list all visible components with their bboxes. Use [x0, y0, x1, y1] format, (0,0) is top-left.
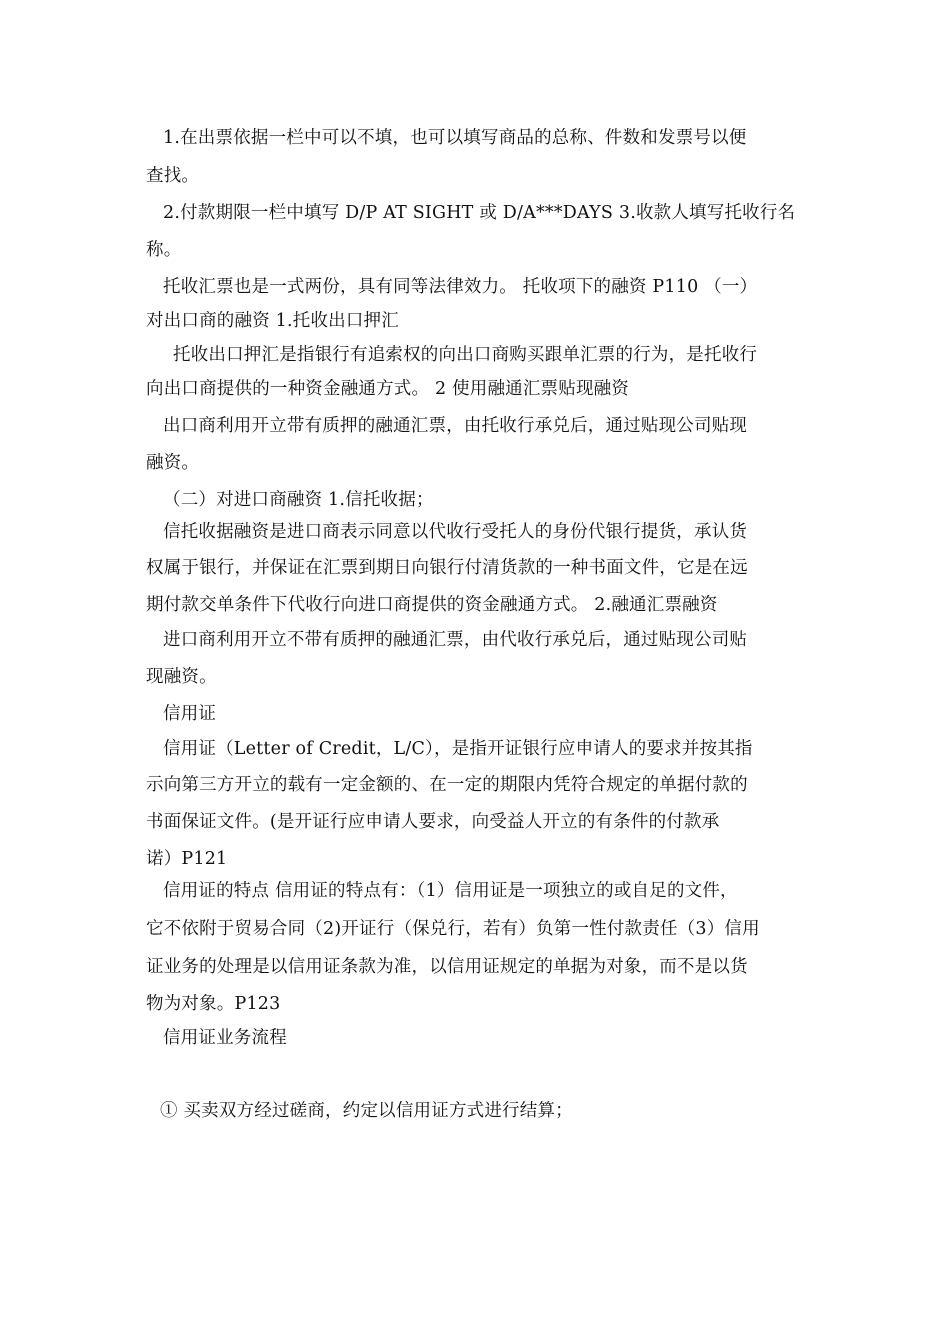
- text-line: 1.在出票依据一栏中可以不填，也可以填写商品的总称、件数和发票号以便: [163, 128, 747, 148]
- text-line: 出口商利用开立带有质押的融通汇票，由托收行承兑后，通过贴现公司贴现: [163, 416, 748, 436]
- text-line: ① 买卖双方经过磋商，约定以信用证方式进行结算；: [160, 1101, 573, 1121]
- text-line: 托收出口押汇是指银行有追索权的向出口商购买跟单汇票的行为，是托收行: [173, 345, 758, 365]
- text-line: 对出口商的融资 1.托收出口押汇: [146, 311, 399, 331]
- text-line: 信用证: [163, 704, 217, 724]
- text-line: 信托收据融资是进口商表示同意以代收行受托人的身份代银行提货，承认货: [163, 522, 748, 542]
- text-line: 查找。: [146, 166, 200, 186]
- text-line: （二）对进口商融资 1.信托收据；: [163, 490, 434, 510]
- text-line: 信用证业务流程: [163, 1028, 287, 1048]
- text-line: 2.付款期限一栏中填写 D/P AT SIGHT 或 D/A***DAYS 3.收款人填写托收行名: [163, 203, 796, 223]
- text-line: 向出口商提供的一种资金融通方式。 2 使用融通汇票贴现融资: [146, 379, 630, 399]
- text-line: 物为对象。P123: [146, 994, 281, 1014]
- text-line: 权属于银行，并保证在汇票到期日向银行付清货款的一种书面文件，它是在远: [146, 558, 748, 578]
- text-line: 融资。: [146, 453, 200, 473]
- text-line: 诺）P121: [146, 849, 228, 869]
- text-line: 期付款交单条件下代收行向进口商提供的资金融通方式。 2.融通汇票融资: [146, 595, 718, 615]
- text-line: 称。: [146, 240, 182, 260]
- text-line: 托收汇票也是一式两份，具有同等法律效力。 托收项下的融资 P110 （一）: [163, 277, 758, 297]
- text-line: 现融资。: [146, 667, 217, 687]
- text-line: 证业务的处理是以信用证条款为准，以信用证规定的单据为对象，而不是以货: [146, 957, 748, 977]
- text-line: 进口商利用开立不带有质押的融通汇票，由代收行承兑后，通过贴现公司贴: [163, 630, 748, 650]
- text-line: 信用证的特点 信用证的特点有：（1）信用证是一项独立的或自足的文件，: [163, 881, 738, 901]
- text-line: 书面保证文件。(是开证行应申请人要求，向受益人开立的有条件的付款承: [146, 812, 720, 832]
- text-line: 它不依附于贸易合同（2)开证行（保兑行，若有）负第一性付款责任（3）信用: [146, 919, 760, 939]
- text-line: 信用证（Letter of Credit，L/C），是指开证银行应申请人的要求并按其指: [163, 739, 753, 759]
- text-line: 示向第三方开立的载有一定金额的、在一定的期限内凭符合规定的单据付款的: [146, 775, 748, 795]
